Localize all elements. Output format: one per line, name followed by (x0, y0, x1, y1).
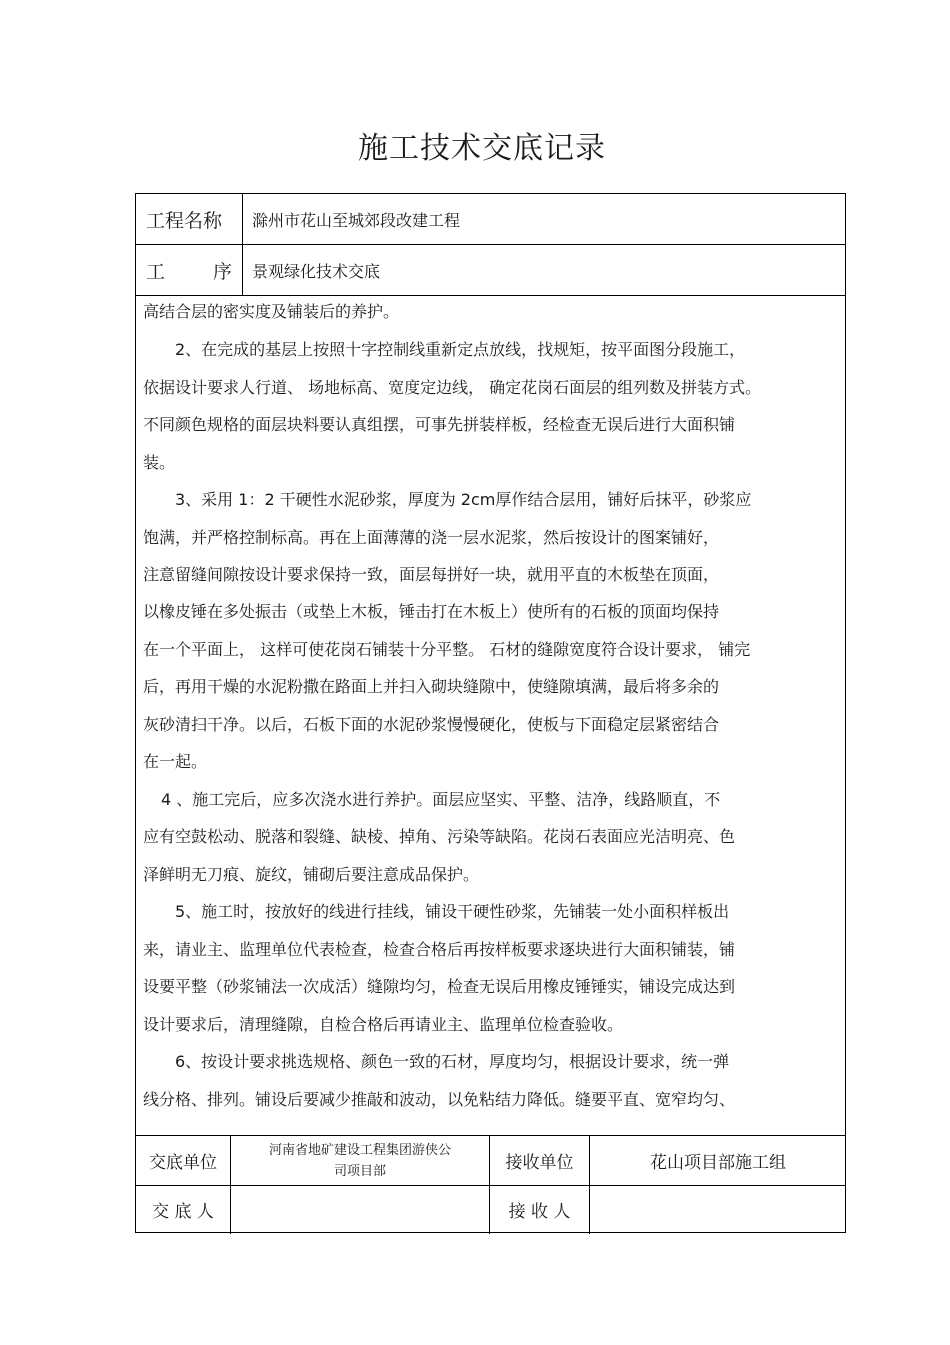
content-line: 泽鲜明无刀痕、旋纹，铺砌后要注意成品保护。 (143, 865, 480, 884)
issuer-person-label: 交 底 人 (152, 1202, 214, 1222)
content-line: 注意留缝间隙按设计要求保持一致，面层每拼好一块，就用平直的木板垫在顶面， (143, 565, 720, 584)
receiver-person-label: 接 收 人 (508, 1202, 571, 1222)
content-line: 设要平整（砂浆铺法一次成活）缝隙均匀，检查无误后用橡皮锤锤实，铺设完成达到 (143, 977, 736, 996)
content-line: 不同颜色规格的面层块料要认真组摆，可事先拼装样板，经检查无误后进行大面积铺 (143, 415, 736, 434)
receiver-unit-value: 花山项目部施工组 (650, 1153, 786, 1173)
process-label-left: 工 (146, 260, 166, 283)
project-name-label: 工程名称 (146, 209, 223, 232)
receiver-unit-label: 接收单位 (505, 1153, 574, 1173)
document-title: 施工技术交底记录 (358, 131, 606, 166)
process-value: 景观绿化技术交底 (252, 261, 381, 281)
content-line: 线分格、排列。铺设后要减少推敲和波动，以免粘结力降低。缝要平直、宽窄均匀、 (143, 1090, 736, 1109)
content-line: 饱满，并严格控制标高。再在上面薄薄的浇一层水泥浆，然后按设计的图案铺好， (143, 528, 720, 547)
issuer-unit-line: 司项目部 (333, 1163, 386, 1179)
content-line: 以橡皮锤在多处振击（或垫上木板，锤击打在木板上）使所有的石板的顶面均保持 (143, 602, 720, 621)
content-line: 设计要求后，清理缝隙，自检合格后再请业主、监理单位检查验收。 (143, 1015, 624, 1034)
content-line: 在一个平面上， 这样可使花岗石铺装十分平整。 石材的缝隙宽度符合设计要求， 铺完 (143, 640, 751, 659)
content-line: 装。 (143, 453, 176, 472)
issuer-person-field (231, 1186, 489, 1233)
content-line: 高结合层的密实度及铺装后的养护。 (143, 302, 400, 321)
column-divider (242, 194, 243, 295)
record-table (135, 193, 846, 1233)
process-label (146, 245, 232, 295)
project-name-value: 滁州市花山至城郊段改建工程 (252, 210, 461, 230)
issuer-unit-label: 交底单位 (149, 1153, 217, 1173)
content-line: 灰砂清扫干净。以后，石板下面的水泥砂浆慢慢硬化，使板与下面稳定层紧密结合 (143, 715, 720, 734)
content-line: 来，请业主、监理单位代表检查，检查合格后再按样板要求逐块进行大面积铺装，铺 (143, 940, 736, 959)
content-line: 后，再用干燥的水泥粉撒在路面上并扫入砌块缝隙中，使缝隙填满，最后将多余的 (143, 677, 720, 696)
content-line: 5、施工时，按放好的线进行挂线，铺设干硬性砂浆，先铺装一处小面积样板出 (175, 902, 730, 921)
content-line: 应有空鼓松动、脱落和裂缝、缺棱、掉角、污染等缺陷。花岗石表面应光洁明亮、色 (143, 827, 736, 846)
content-line: 2、在完成的基层上按照十字控制线重新定点放线，找规矩，按平面图分段施工， (175, 340, 746, 359)
row-divider (136, 295, 845, 296)
content-line: 4 、施工完后，应多次浇水进行养护。面层应坚实、平整、洁净，线路顺直，不 (161, 790, 721, 809)
content-line: 3、采用 1：2 干硬性水泥砂浆，厚度为 2cm厚作结合层用，铺好后抹平，砂浆应 (175, 490, 752, 509)
issuer-unit-value (231, 1136, 489, 1185)
receiver-person-field (590, 1186, 846, 1233)
content-line: 依据设计要求人行道、 场地标高、宽度定边线， 确定花岗石面层的组列数及拼装方式。 (143, 378, 762, 397)
content-line: 6、按设计要求挑选规格、颜色一致的石材，厚度均匀，根据设计要求，统一弹 (175, 1052, 730, 1071)
content-line: 在一起。 (143, 752, 208, 771)
issuer-unit-line: 河南省地矿建设工程集团游侠公 (268, 1142, 451, 1158)
process-label-right: 序 (212, 260, 232, 283)
